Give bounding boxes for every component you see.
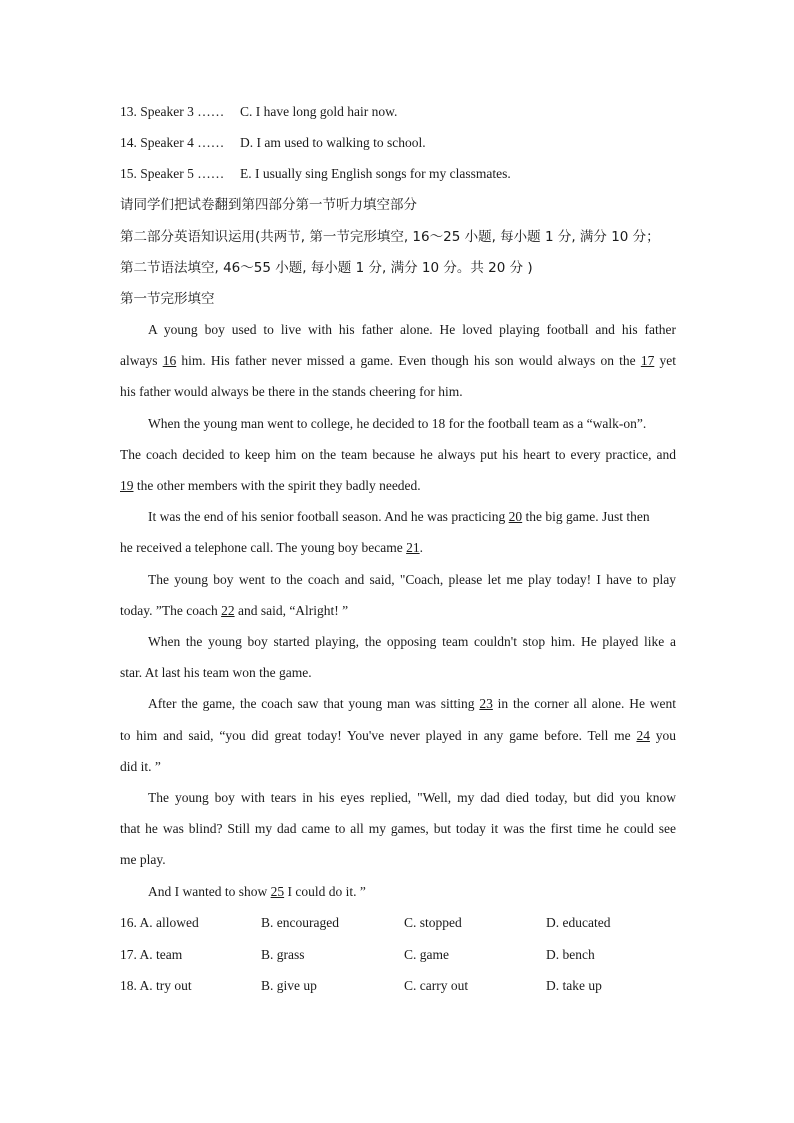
option-a: 17. A. team [120, 947, 183, 962]
blank-19: 19 [120, 478, 134, 493]
text-run: in the corner all alone. He went [492, 696, 676, 711]
passage-line: that he was blind? Still my dad came to all my games, but today it was the first time he could see [120, 821, 676, 836]
blank-23: 23 [479, 696, 493, 711]
section-title: 第一节完形填空 [120, 291, 215, 307]
speaker-option: E. I usually sing English songs for my classmates. [240, 166, 511, 181]
passage-line: When the young man went to college, he decided to 18 for the football team as a “walk-on”. [148, 416, 647, 431]
speaker-line-13 [120, 103, 676, 121]
passage-line [120, 539, 676, 557]
passage-line [148, 508, 676, 526]
blank-21: 21 [406, 540, 420, 555]
text-run: always [120, 353, 163, 368]
speaker-line-15 [120, 165, 676, 183]
text-run: yet [654, 353, 676, 368]
option-a: 18. A. try out [120, 978, 192, 993]
passage-line: The young boy went to the coach and said, "Coach, please let me play today! I have to play [148, 572, 676, 587]
text-run: today. ”The coach [120, 603, 222, 618]
blank-16: 16 [162, 353, 177, 368]
passage-line [148, 695, 676, 713]
option-b: B. give up [261, 978, 317, 993]
text-run: to him and said, “you did great today! You've never played in any game before. Tell me [120, 728, 637, 743]
instruction: 请同学们把试卷翻到第四部分第一节听力填空部分 [120, 197, 417, 213]
option-c: C. stopped [404, 915, 462, 930]
text-run: I could do it. ” [284, 884, 366, 899]
text-run: It was the end of his senior football season. And he was practicing [148, 509, 509, 524]
speaker-option: C. I have long gold hair now. [240, 104, 398, 119]
passage-line [120, 602, 676, 620]
speaker-line-14 [120, 134, 676, 152]
passage-line: did it. ” [120, 759, 161, 774]
text-run: the big game. Just then [522, 509, 650, 524]
text-run: the other members with the spirit they badly needed. [133, 478, 421, 493]
blank-22: 22 [221, 603, 235, 618]
passage-line [120, 477, 676, 495]
option-c: C. carry out [404, 978, 469, 993]
passage-line: The young boy with tears in his eyes replied, "Well, my dad died today, but did you know [148, 790, 676, 805]
passage-line: his father would always be there in the stands cheering for him. [120, 384, 463, 399]
passage-line: star. At last his team won the game. [120, 665, 312, 680]
text-run: . [419, 540, 423, 555]
text-run: And I wanted to show [148, 884, 271, 899]
blank-24: 24 [636, 728, 650, 743]
option-b: B. encouraged [261, 915, 339, 930]
option-d: D. bench [546, 947, 595, 962]
text-run: and said, “Alright! ” [234, 603, 349, 618]
passage-line [120, 352, 676, 370]
speaker-option: D. I am used to walking to school. [240, 135, 426, 150]
option-a: 16. A. allowed [120, 915, 199, 930]
option-c: C. game [404, 947, 449, 962]
blank-20: 20 [508, 509, 523, 524]
passage-line [148, 883, 676, 901]
option-d: D. take up [546, 978, 602, 993]
passage-line: A young boy used to live with his father alone. He loved playing football and his father [148, 322, 676, 337]
blank-17: 17 [640, 353, 655, 368]
option-d: D. educated [546, 915, 611, 930]
speaker-number: 13. Speaker 3 …… [120, 104, 225, 119]
option-b: B. grass [261, 947, 305, 962]
text-run: he received a telephone call. The young boy became [120, 540, 407, 555]
passage-line: When the young boy started playing, the opposing team couldn't stop him. He played like a [148, 634, 676, 649]
passage-line [120, 727, 676, 745]
part2-heading-line1: 第二部分英语知识运用(共两节, 第一节完形填空, 16～25 小题, 每小题 1 分, 满分 10 分； [120, 229, 660, 245]
passage-line: me play. [120, 852, 166, 867]
speaker-number: 15. Speaker 5 …… [120, 166, 225, 181]
blank-25: 25 [270, 884, 285, 899]
text-run: After the game, the coach saw that young man was sitting [148, 696, 480, 711]
part2-heading-line2: 第二节语法填空, 46～55 小题, 每小题 1 分, 满分 10 分。共 20 分 ) [120, 260, 533, 276]
passage-line: The coach decided to keep him on the team because he always put his heart to every practice, and [120, 447, 676, 462]
text-run: him. His father never missed a game. Even though his son would always on the [176, 353, 641, 368]
speaker-number: 14. Speaker 4 …… [120, 135, 225, 150]
text-run: you [649, 728, 676, 743]
